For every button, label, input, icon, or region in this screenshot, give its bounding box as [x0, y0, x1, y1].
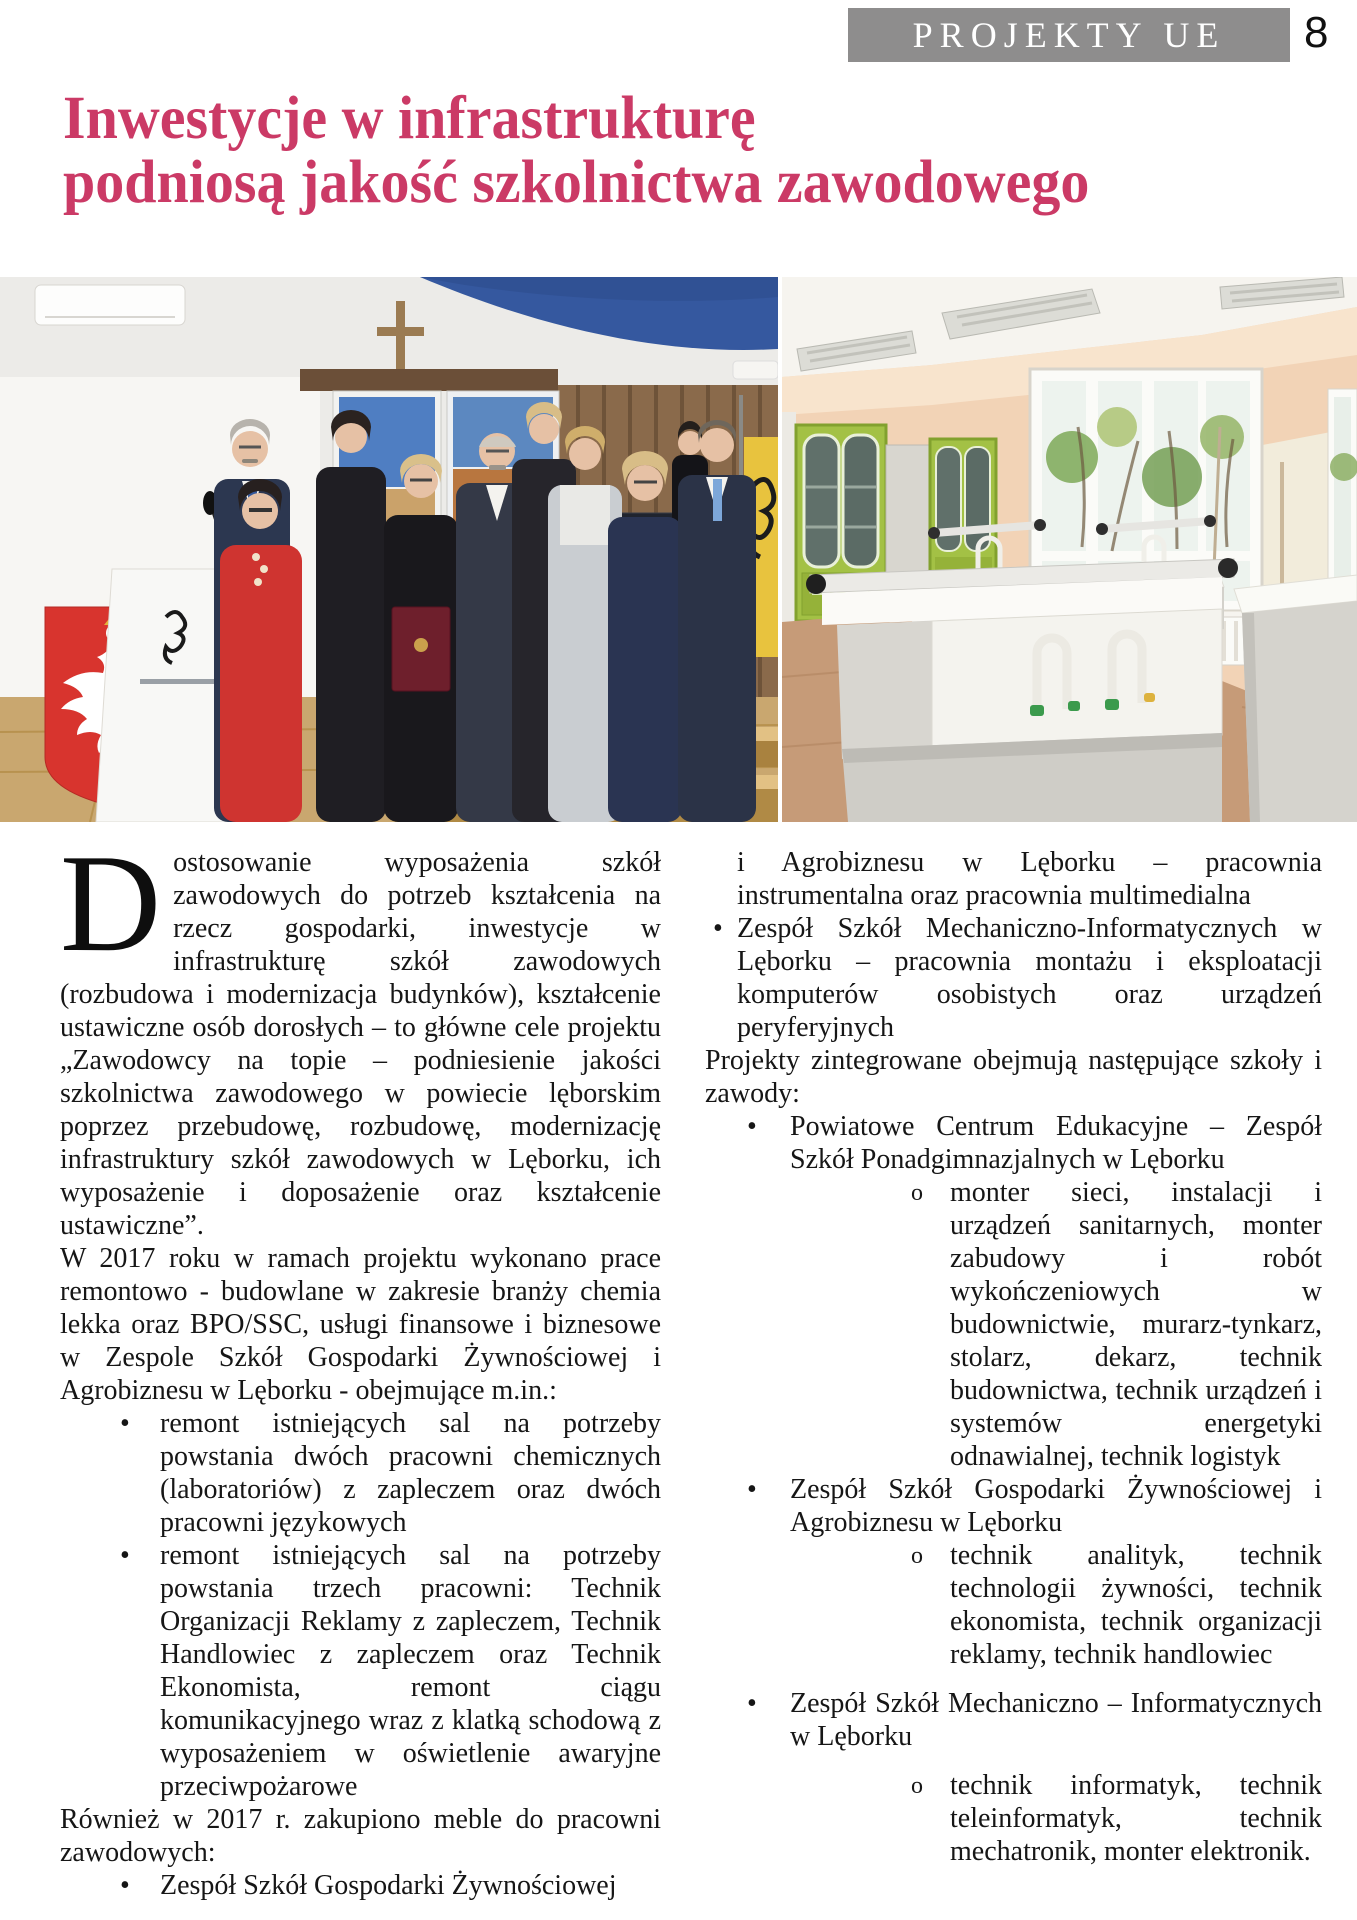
- award-folder: [392, 607, 450, 691]
- school-item: • Powiatowe Centrum Edukacyjne – Zespół Szkół Ponadgimnazjalnych w Lęborku: [705, 1110, 1322, 1176]
- list-item: • Zespół Szkół Gospodarki Żywnościowej: [60, 1869, 661, 1902]
- classroom-photo: [782, 277, 1357, 822]
- professions-item: o technik informatyk, technik teleinformatyk, technik mechatronik, monter elektronik.: [705, 1769, 1322, 1868]
- paragraph-furniture: Również w 2017 r. zakupiono meble do pracowni zawodowych:: [60, 1804, 661, 1868]
- page-number: 8: [1304, 8, 1329, 57]
- section-banner-label: PROJEKTY UE: [912, 15, 1226, 55]
- person: [678, 420, 756, 822]
- paragraph-integrated-projects: Projekty zintegrowane obejmują następujące szkoły i zawody:: [705, 1045, 1322, 1109]
- air-conditioner: [35, 285, 185, 325]
- article-title: [63, 82, 1090, 216]
- list-item: • remont istniejących sal na potrzeby powstania trzech pracowni: Technik Organizacji Reklamy z zapleczem, Technik Handlowiec z zapleczem oraz Technik Ekonomista, remont ciągu komunikacyjnego wraz z klatką schodową z wyposażeniem w oświetlenie awaryjne przeciwpożarowe: [60, 1539, 661, 1803]
- wall-vent: [733, 361, 778, 379]
- professions-item: o technik analityk, technik technologii żywności, technik ekonomista, technik organizacji reklamy, technik handlowiec: [705, 1539, 1322, 1671]
- article-title-line2: podniosą jakość szkolnictwa zawodowego: [63, 146, 1090, 216]
- professions-item: o monter sieci, instalacji i urządzeń sanitarnych, monter zabudowy i robót wykończeniowych w budownictwie, murarz-tynkarz, stolarz, dekarz, technik budownictwa, technik urządzeń i systemów energetyki odnawialnej, technik logistyk: [705, 1176, 1322, 1473]
- paragraph-lead-text: ostosowanie wyposażenia szkół zawodowych do potrzeb kształcenia na rzecz gospodarki, inwestycje w infrastrukturę szkół zawodowych (rozbudowa i modernizacja budynków), kształcenie ustawiczne osób dorosłych – to główne cele projektu „Zawodowcy na topie – podniesienie jakości szkolnictwa zawodowego w powiecie lęborskim poprzez przebudowę, rozbudowę, modernizację infrastruktury szkół zawodowych w Lęborku, ich wyposażenie i doposażenie oraz kształcenie ustawiczne”.: [60, 847, 661, 1241]
- column-left: [60, 826, 661, 1902]
- section-banner: [848, 8, 1290, 62]
- list-item: • Zespół Szkół Mechaniczno-Informatycznych w Lęborku – pracownia montażu i eksploatacji komputerów osobistych oraz urządzeń peryferyjnych: [705, 912, 1322, 1044]
- paragraph-lead: [60, 826, 661, 1242]
- lab-bench-right: [1234, 575, 1357, 822]
- lab-bench-front: [806, 558, 1238, 822]
- school-item: • Zespół Szkół Mechaniczno – Informatycznych w Lęborku: [705, 1687, 1322, 1753]
- school-item: • Zespół Szkół Gospodarki Żywnościowej i Agrobiznesu w Lęborku: [705, 1473, 1322, 1539]
- list-item-continuation: i Agrobiznesu w Lęborku – pracownia instrumentalna oraz pracownia multimedialna: [737, 847, 1322, 911]
- column-right: [705, 846, 1322, 1902]
- drop-cap: D: [60, 826, 162, 981]
- list-item: • remont istniejących sal na potrzeby powstania dwóch pracowni chemicznych (laboratoriów) z zapleczem oraz dwóch pracowni językowych: [60, 1407, 661, 1539]
- schools-list: [705, 1110, 1322, 1868]
- paragraph-2017-works: W 2017 roku w ramach projektu wykonano prace remontowo - budowlane w zakresie branży chemia lekka oraz BPO/SSC, usługi finansowe i biznesowe w Zespole Szkół Gospodarki Żywnościowej i Agrobiznesu w Lęborku - obejmujące m.in.:: [60, 1243, 661, 1406]
- furniture-school-list: [60, 1869, 661, 1902]
- article-title-line1: Inwestycje w infrastrukturę: [63, 82, 756, 152]
- workshops-list: [705, 912, 1322, 1044]
- white-cabinet: [782, 412, 796, 624]
- renovation-list: [60, 1407, 661, 1803]
- person: [316, 410, 386, 822]
- ceremony-photo: [0, 277, 778, 822]
- photo-strip: [0, 277, 1357, 822]
- article-body: [60, 826, 1322, 1902]
